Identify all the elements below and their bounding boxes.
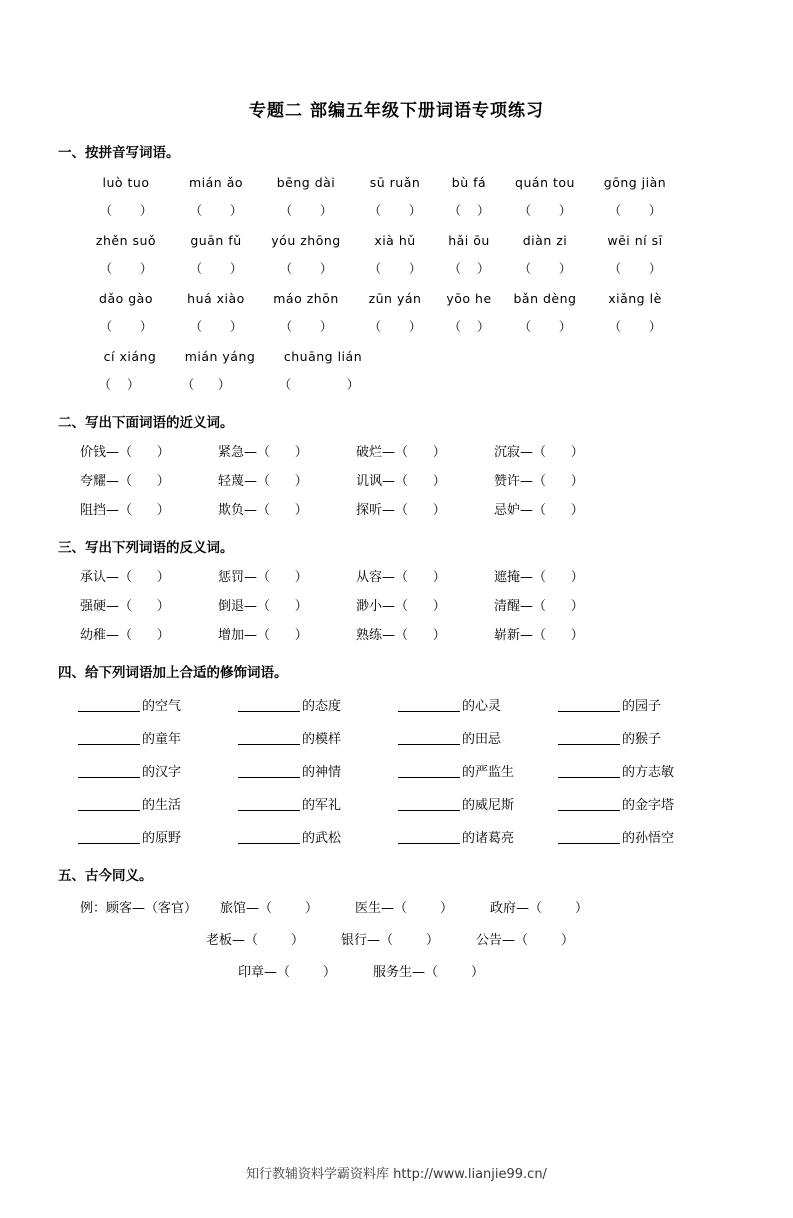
ancient-word-item[interactable]: 政府—（ ） [490, 901, 589, 916]
modifier-noun: 的空气 [142, 699, 182, 714]
write-blank[interactable] [398, 698, 460, 712]
answer-blank[interactable]: （ ） [448, 203, 490, 218]
ancient-word-item[interactable]: 印章—（ ） [238, 965, 337, 980]
table-row [78, 794, 735, 813]
answer-blank[interactable]: （ ） [368, 319, 422, 334]
antonym-item[interactable]: 倒退—（ ） [218, 599, 308, 614]
modifier-noun: 的方志敏 [622, 765, 675, 780]
modifier-item[interactable] [398, 761, 558, 780]
modifier-noun: 的模样 [302, 732, 342, 747]
pinyin-word: mián ǎo [188, 175, 243, 190]
pinyin-word: mián yáng [184, 349, 256, 364]
write-blank[interactable] [558, 698, 620, 712]
answer-blank[interactable]: （ ） [368, 203, 422, 218]
table-row [80, 897, 735, 916]
write-blank[interactable] [78, 797, 140, 811]
modifier-noun: 的心灵 [462, 699, 502, 714]
ancient-word-item[interactable]: 银行—（ ） [341, 933, 440, 948]
pinyin-word: hǎi ōu [448, 233, 490, 248]
answer-blank[interactable]: （ ） [99, 319, 153, 334]
modifier-noun: 的童年 [142, 732, 182, 747]
modifier-item[interactable] [78, 695, 238, 714]
table-row [78, 827, 735, 846]
pinyin-word: chuāng lián [283, 349, 363, 364]
pinyin-row [80, 291, 735, 306]
ancient-word-item[interactable]: 老板—（ ） [206, 933, 305, 948]
example-item: 例：顾客—（客官） [80, 901, 198, 916]
modifier-noun: 的汉字 [142, 765, 182, 780]
synonym-item[interactable]: 忌妒—（ ） [494, 503, 584, 518]
antonym-item[interactable]: 承认—（ ） [80, 570, 170, 585]
modifier-item[interactable] [558, 761, 718, 780]
table-row [80, 624, 735, 643]
modifier-noun: 的态度 [302, 699, 342, 714]
pinyin-word: bǎn dèng [513, 291, 577, 306]
pinyin-word: zhěn suǒ [95, 233, 157, 248]
antonym-item[interactable]: 熟练—（ ） [356, 628, 446, 643]
synonym-item[interactable]: 探听—（ ） [356, 503, 446, 518]
write-blank[interactable] [398, 764, 460, 778]
answer-blank[interactable]: （ ） [99, 261, 153, 276]
modifier-item[interactable] [238, 761, 398, 780]
answer-blank[interactable]: （ ） [518, 319, 572, 334]
answer-blank[interactable]: （ ） [99, 203, 153, 218]
write-blank[interactable] [558, 830, 620, 844]
table-row [80, 441, 735, 460]
section-3-body [80, 566, 735, 643]
pinyin-word: quán tou [515, 175, 575, 190]
table-row [206, 929, 735, 948]
answer-blank-row[interactable] [80, 201, 735, 219]
answer-blank[interactable]: （ ） [448, 261, 490, 276]
synonym-item[interactable]: 沉寂—（ ） [494, 445, 584, 460]
section-2-body [80, 441, 735, 518]
antonym-item[interactable]: 增加—（ ） [218, 628, 308, 643]
page-title: 专题二 部编五年级下册词语专项练习 [249, 101, 544, 121]
modifier-item[interactable] [398, 827, 558, 846]
synonym-item[interactable]: 欺负—（ ） [218, 503, 308, 518]
modifier-item[interactable] [78, 728, 238, 747]
modifier-noun: 的武松 [302, 831, 342, 846]
section-1-body [80, 175, 735, 393]
write-blank[interactable] [558, 797, 620, 811]
modifier-noun: 的猴子 [622, 732, 662, 747]
answer-blank-row[interactable] [80, 259, 735, 277]
pinyin-word: huá xiào [187, 291, 245, 306]
modifier-noun: 的金字塔 [622, 798, 675, 813]
modifier-item[interactable] [78, 761, 238, 780]
answer-blank[interactable]: （ ） [608, 203, 662, 218]
pinyin-row [80, 233, 735, 248]
answer-blank[interactable]: （ ） [518, 203, 572, 218]
answer-blank[interactable]: （ ） [448, 319, 490, 334]
antonym-item[interactable]: 幼稚—（ ） [80, 628, 170, 643]
modifier-item[interactable] [398, 794, 558, 813]
section-2-heading: 二、写出下面词语的近义词。 [58, 415, 234, 431]
footer-watermark: 知行教辅资料学霸资料库 http://www.lianjie99.cn/ [246, 1167, 547, 1182]
synonym-item[interactable]: 夸耀—（ ） [80, 474, 170, 489]
write-blank[interactable] [398, 731, 460, 745]
pinyin-word: xiǎng lè [608, 291, 662, 306]
modifier-item[interactable] [558, 695, 718, 714]
write-blank[interactable] [238, 764, 300, 778]
pinyin-word: yóu zhōng [271, 233, 341, 248]
synonym-item[interactable]: 价钱—（ ） [80, 445, 170, 460]
modifier-noun: 的威尼斯 [462, 798, 515, 813]
synonym-item[interactable]: 破烂—（ ） [356, 445, 446, 460]
answer-blank[interactable]: （ ） [189, 319, 243, 334]
section-1-heading: 一、按拼音写词语。 [58, 145, 180, 161]
modifier-item[interactable] [78, 794, 238, 813]
antonym-item[interactable]: 清醒—（ ） [494, 599, 584, 614]
pinyin-word: yōo he [446, 291, 492, 306]
modifier-item[interactable] [78, 827, 238, 846]
section-3-heading: 三、写出下列词语的反义词。 [58, 540, 234, 556]
antonym-item[interactable]: 渺小—（ ） [356, 599, 446, 614]
pinyin-word: wēi ní sī [607, 233, 663, 248]
modifier-noun: 的园子 [622, 699, 662, 714]
antonym-item[interactable]: 崭新—（ ） [494, 628, 584, 643]
pinyin-word: gōng jiàn [603, 175, 667, 190]
synonym-item[interactable]: 赞许—（ ） [494, 474, 584, 489]
pinyin-word: máo zhōn [273, 291, 339, 306]
table-row [78, 728, 735, 747]
table-row [238, 961, 735, 980]
synonym-item[interactable]: 紧急—（ ） [218, 445, 308, 460]
modifier-noun: 的生活 [142, 798, 182, 813]
write-blank[interactable] [238, 830, 300, 844]
pinyin-word: zūn yán [368, 291, 422, 306]
write-blank[interactable] [78, 698, 140, 712]
antonym-item[interactable]: 遮掩—（ ） [494, 570, 584, 585]
pinyin-word: bēng dài [276, 175, 336, 190]
answer-blank[interactable]: （ ） [98, 377, 140, 392]
modifier-item[interactable] [558, 794, 718, 813]
write-blank[interactable] [558, 731, 620, 745]
pinyin-word: cí xiáng [103, 349, 157, 364]
modifier-noun: 的孙悟空 [622, 831, 675, 846]
write-blank[interactable] [398, 797, 460, 811]
answer-blank[interactable]: （ ） [518, 261, 572, 276]
ancient-word-item[interactable]: 服务生—（ ） [373, 965, 485, 980]
table-row [80, 595, 735, 614]
modifier-item[interactable] [398, 728, 558, 747]
synonym-item[interactable]: 讥讽—（ ） [356, 474, 446, 489]
answer-blank[interactable]: （ ） [279, 203, 333, 218]
section-4-heading: 四、给下列词语加上合适的修饰词语。 [58, 665, 288, 681]
answer-blank[interactable]: （ ） [278, 377, 360, 392]
write-blank[interactable] [238, 797, 300, 811]
modifier-item[interactable] [238, 728, 398, 747]
write-blank[interactable] [78, 830, 140, 844]
ancient-word-item[interactable]: 医生—（ ） [355, 901, 454, 916]
write-blank[interactable] [238, 731, 300, 745]
section-4-body [78, 695, 735, 846]
answer-blank[interactable]: （ ） [279, 261, 333, 276]
answer-blank[interactable]: （ ） [189, 203, 243, 218]
table-row [80, 499, 735, 518]
antonym-item[interactable]: 从容—（ ） [356, 570, 446, 585]
pinyin-row [80, 175, 735, 190]
antonym-item[interactable]: 强硬—（ ） [80, 599, 170, 614]
synonym-item[interactable]: 轻蔑—（ ） [218, 474, 308, 489]
answer-blank[interactable]: （ ） [181, 377, 231, 392]
modifier-noun: 的诸葛亮 [462, 831, 515, 846]
modifier-item[interactable] [238, 695, 398, 714]
table-row [80, 470, 735, 489]
modifier-noun: 的田忌 [462, 732, 502, 747]
synonym-item[interactable]: 阻挡—（ ） [80, 503, 170, 518]
table-row [78, 761, 735, 780]
pinyin-word: bù fá [451, 175, 487, 190]
answer-blank[interactable]: （ ） [279, 319, 333, 334]
ancient-word-item[interactable]: 公告—（ ） [476, 933, 575, 948]
pinyin-word: guān fǔ [190, 233, 242, 248]
pinyin-word: xià hǔ [374, 233, 416, 248]
modifier-item[interactable] [558, 728, 718, 747]
write-blank[interactable] [398, 830, 460, 844]
modifier-noun: 的军礼 [302, 798, 342, 813]
write-blank[interactable] [78, 731, 140, 745]
modifier-noun: 的原野 [142, 831, 182, 846]
modifier-item[interactable] [238, 794, 398, 813]
answer-blank[interactable]: （ ） [608, 319, 662, 334]
answer-blank[interactable]: （ ） [608, 261, 662, 276]
modifier-item[interactable] [238, 827, 398, 846]
modifier-item[interactable] [398, 695, 558, 714]
answer-blank[interactable]: （ ） [368, 261, 422, 276]
modifier-noun: 的严监生 [462, 765, 515, 780]
write-blank[interactable] [558, 764, 620, 778]
antonym-item[interactable]: 惩罚—（ ） [218, 570, 308, 585]
pinyin-word: sū ruǎn [369, 175, 421, 190]
section-5-body [80, 897, 735, 980]
table-row [78, 695, 735, 714]
write-blank[interactable] [78, 764, 140, 778]
pinyin-word: diàn zi [522, 233, 568, 248]
answer-blank-row[interactable] [80, 375, 735, 393]
pinyin-row [88, 349, 735, 364]
modifier-item[interactable] [558, 827, 718, 846]
answer-blank-row[interactable] [80, 317, 735, 335]
table-row [80, 566, 735, 585]
write-blank[interactable] [238, 698, 300, 712]
worksheet-page [0, 96, 793, 1218]
pinyin-word: luò tuo [102, 175, 150, 190]
answer-blank[interactable]: （ ） [189, 261, 243, 276]
section-5-heading: 五、古今同义。 [58, 868, 153, 884]
ancient-word-item[interactable]: 旅馆—（ ） [220, 901, 319, 916]
modifier-noun: 的神情 [302, 765, 342, 780]
pinyin-word: dǎo gào [99, 291, 153, 306]
